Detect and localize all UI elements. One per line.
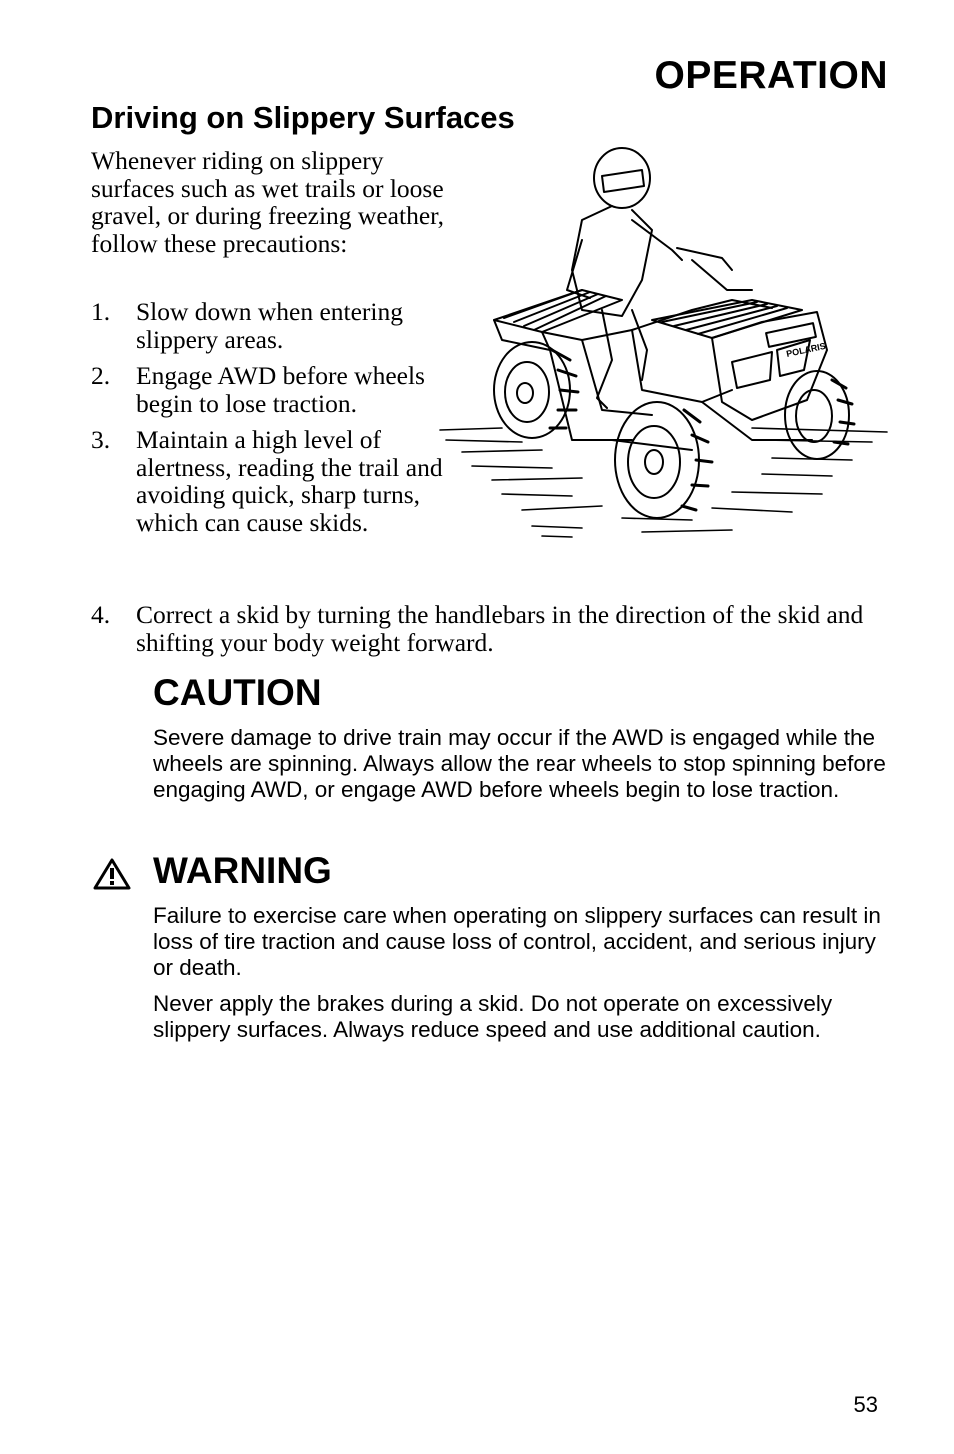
atv-rider-illustration xyxy=(432,140,892,550)
warning-triangle-icon xyxy=(92,857,132,891)
list-item xyxy=(91,362,466,417)
warning-title: WARNING xyxy=(153,850,332,891)
caution-text: Severe damage to drive train may occur if the AWD is engaged while the wheels are spinning. Always allow the rear wheels to stop spinning before engaging AWD, or engage AWD before wheels begin to lose traction. xyxy=(153,725,886,802)
list-item-text: Maintain a high level of alertness, reading the trail and avoiding quick, sharp turns, which can cause skids. xyxy=(136,425,443,537)
list-item-text: Engage AWD before wheels begin to lose traction. xyxy=(136,361,425,418)
list-item-number: 3. xyxy=(91,425,111,454)
front-right-wheel xyxy=(785,371,854,459)
front-fascia xyxy=(712,312,827,420)
front-left-wheel xyxy=(615,402,712,518)
rear-rack xyxy=(494,290,622,350)
list-item xyxy=(91,426,466,536)
atv-body xyxy=(542,300,812,450)
precautions-list-continued xyxy=(91,601,891,665)
warning-text-2: Never apply the brakes during a skid. Do not operate on excessively slippery surfaces. Always reduce speed and use additional caution. xyxy=(153,991,833,1042)
rider xyxy=(567,148,752,408)
list-item-number: 2. xyxy=(91,361,111,390)
list-item-text: Slow down when entering slippery areas. xyxy=(136,297,404,354)
page-number: 53 xyxy=(853,1392,878,1417)
list-item xyxy=(91,601,891,656)
caution-title: CAUTION xyxy=(153,672,322,713)
list-item-text: Correct a skid by turning the handlebars in the direction of the skid and shifting your body weight forward. xyxy=(136,600,864,657)
page-heading: Driving on Slippery Surfaces xyxy=(91,100,515,135)
rear-wheel xyxy=(494,342,578,438)
intro-paragraph: Whenever riding on slippery surfaces such as wet trails or loose gravel, or during freezing weather, follow these precautions: xyxy=(91,146,444,258)
precautions-list xyxy=(91,298,466,545)
list-item xyxy=(91,298,466,353)
water-splash-lines xyxy=(440,428,887,537)
atv-brand-label: POLARIS xyxy=(785,340,827,359)
section-header: OPERATION xyxy=(654,54,888,97)
list-item-number: 1. xyxy=(91,297,111,326)
warning-text: Failure to exercise care when operating on slippery surfaces can result in loss of tire traction and cause loss of control, accident, and serious injury or death. xyxy=(153,903,881,980)
list-item-number: 4. xyxy=(91,600,111,629)
